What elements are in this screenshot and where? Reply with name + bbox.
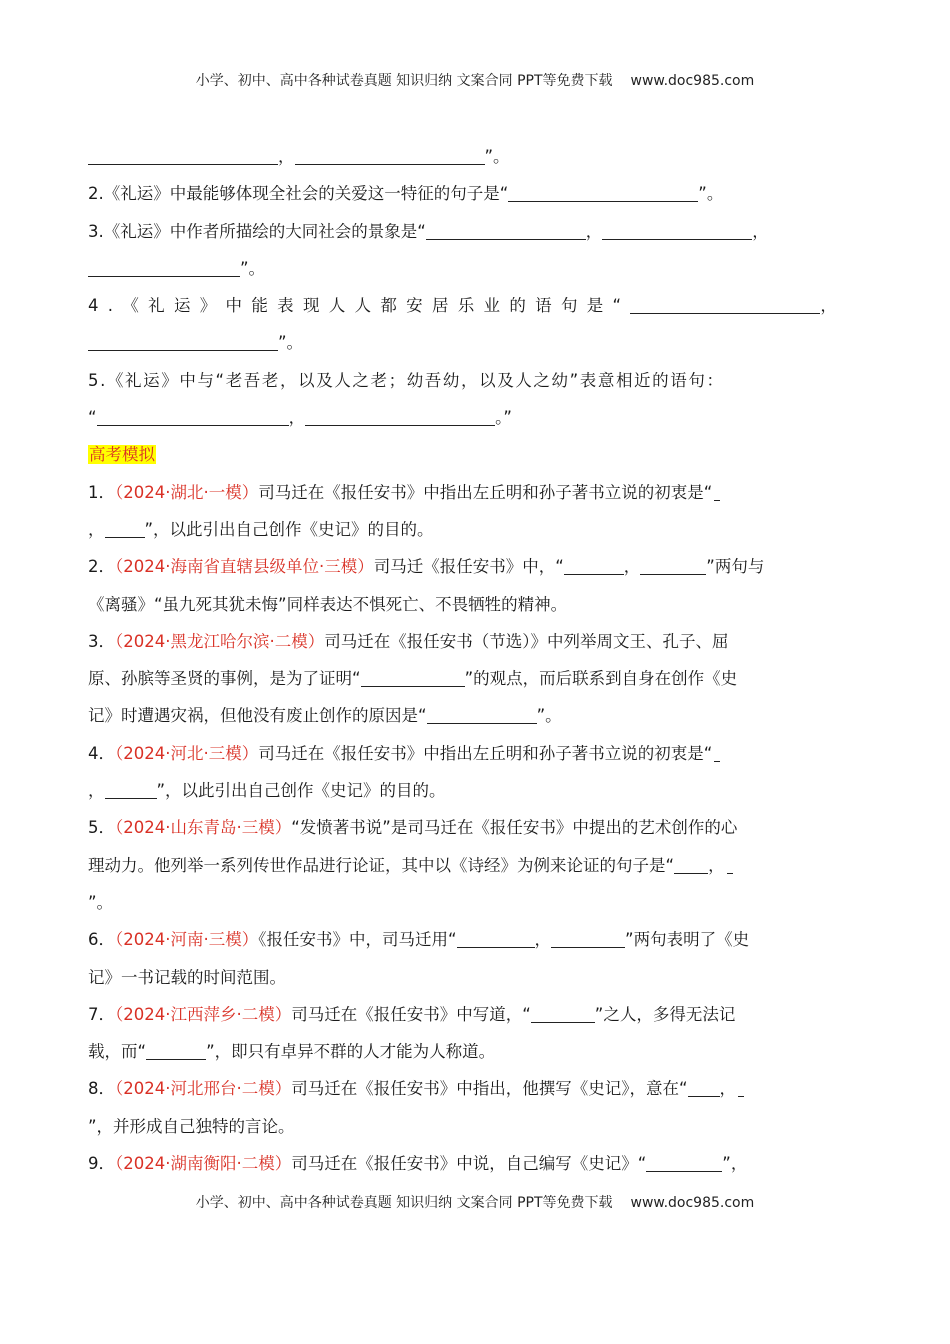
- item-4: 4．（2024·河北·三模）司马迁在《报任安书》中指出左丘明和孙子著书立说的初衷是“: [88, 735, 866, 772]
- item-1-line2: ， ”，以此引出自己创作《史记》的目的。: [88, 519, 434, 539]
- answer-blank[interactable]: [551, 929, 625, 948]
- answer-blank[interactable]: [714, 482, 720, 501]
- header-site: www.doc985.com: [630, 73, 755, 89]
- item-5: 5．（2024·山东青岛·三模）“发愤著书说”是司马迁在《报任安书》中提出的艺术创作的心: [88, 818, 738, 838]
- answer-blank[interactable]: [640, 556, 706, 575]
- item-7: 7．（2024·江西萍乡·二模）司马迁在《报任安书》中写道，“ ”之人，多得无法记: [88, 1004, 736, 1024]
- item-3-line2: 原、孙膑等圣贤的事例，是为了证明“ ”的观点，而后联系到自身在创作《史: [88, 669, 738, 689]
- footer-site: www.doc985.com: [630, 1195, 755, 1211]
- item-1: 1．（2024·湖北·一模）司马迁在《报任安书》中指出左丘明和孙子著书立说的初衷是“: [88, 474, 866, 511]
- question-5: 5.《礼运》中与“老吾老，以及人之老；幼吾幼，以及人之幼”表意相近的语句：: [88, 370, 725, 390]
- item-source: （2024·河南·三模）: [115, 930, 259, 950]
- item-9: 9．（2024·湖南衡阳·二模）司马迁在《报任安书》中说，自己编写《史记》“ ”，: [88, 1154, 748, 1174]
- answer-blank[interactable]: [105, 780, 157, 799]
- answer-blank[interactable]: [738, 1078, 744, 1097]
- answer-blank[interactable]: [646, 1153, 722, 1172]
- item-2-line2: 《离骚》“虽九死其犹未悔”同样表达不惧死亡、不畏牺牲的精神。: [88, 594, 568, 614]
- exercise-content: [88, 138, 866, 1182]
- answer-blank[interactable]: [305, 407, 495, 426]
- answer-blank[interactable]: [714, 743, 720, 762]
- item-6: 6．（2024·河南·三模）《报任安书》中，司马迁用“ ， ”两句表明了《史: [88, 930, 750, 950]
- item-source: （2024·湖南衡阳·二模）: [115, 1154, 292, 1174]
- question-4: 4.《礼运》中能表现人人都安居乐业的语句是“ ，: [88, 296, 847, 316]
- q1-continuation: ， ”。: [88, 138, 866, 175]
- item-3: 3．（2024·黑龙江哈尔滨·二模）司马迁在《报任安书（节选）》中列举周文王、孔子、屈: [88, 631, 729, 651]
- answer-blank[interactable]: [105, 519, 145, 538]
- answer-blank[interactable]: [674, 855, 708, 874]
- item-source: （2024·黑龙江哈尔滨·二模）: [115, 631, 325, 651]
- answer-blank[interactable]: [427, 705, 537, 724]
- answer-blank[interactable]: [564, 556, 624, 575]
- item-4-line2: ， ”，以此引出自己创作《史记》的目的。: [88, 781, 446, 801]
- question-5-line2: “ ， 。”: [88, 408, 512, 428]
- answer-blank[interactable]: [727, 855, 733, 874]
- header-text: 小学、初中、高中各种试卷真题 知识归纳 文案合同 PPT等免费下载: [195, 73, 613, 89]
- item-8-line2: ”，并形成自己独特的言论。: [88, 1116, 295, 1136]
- answer-blank[interactable]: [531, 1004, 595, 1023]
- page-footer: [0, 1192, 950, 1212]
- question-2: 2.《礼运》中最能够体现全社会的关爱这一特征的句子是“ ”。: [88, 184, 724, 204]
- answer-blank[interactable]: [426, 221, 586, 240]
- item-6-line2: 记》一书记载的时间范围。: [88, 967, 286, 987]
- answer-blank[interactable]: [97, 407, 289, 426]
- answer-blank[interactable]: [688, 1078, 720, 1097]
- page-header: [0, 70, 950, 90]
- item-7-line2: 载，而“ ”，即只有卓异不群的人才能为人称道。: [88, 1042, 496, 1062]
- item-source: （2024·河北邢台·二模）: [115, 1079, 292, 1099]
- answer-blank[interactable]: [457, 929, 535, 948]
- answer-blank[interactable]: [88, 258, 240, 277]
- answer-blank[interactable]: [361, 668, 465, 687]
- answer-blank[interactable]: [88, 332, 278, 351]
- answer-blank[interactable]: [508, 183, 698, 202]
- item-source: （2024·江西萍乡·二模）: [115, 1004, 292, 1024]
- item-3-line3: 记》时遭遇灾祸，但他没有废止创作的原因是“ ”。: [88, 706, 562, 726]
- item-5-line3: ”。: [88, 892, 114, 912]
- item-source: （2024·山东青岛·三模）: [115, 818, 292, 838]
- item-8: 8．（2024·河北邢台·二模）司马迁在《报任安书》中指出，他撰写《史记》，意在“ ，: [88, 1070, 866, 1107]
- footer-text: 小学、初中、高中各种试卷真题 知识归纳 文案合同 PPT等免费下载: [195, 1195, 613, 1211]
- item-source: （2024·湖北·一模）: [115, 482, 259, 502]
- question-3: 3.《礼运》中作者所描绘的大同社会的景象是“ ， ，: [88, 221, 769, 241]
- answer-blank[interactable]: [602, 221, 752, 240]
- question-3-line2: ”。: [88, 250, 866, 287]
- answer-blank[interactable]: [295, 146, 485, 165]
- answer-blank[interactable]: [88, 146, 278, 165]
- item-2: 2．（2024·海南省直辖县级单位·三模）司马迁《报任安书》中，“ ， ”两句与: [88, 557, 765, 577]
- section-title: 高考模拟: [89, 445, 155, 465]
- answer-blank[interactable]: [630, 295, 820, 314]
- item-source: （2024·海南省直辖县级单位·三模）: [115, 557, 374, 577]
- answer-blank[interactable]: [146, 1041, 206, 1060]
- item-source: （2024·河北·三模）: [115, 743, 259, 763]
- question-4-line2: ”。: [88, 324, 866, 361]
- item-5-line2: 理动力。他列举一系列传世作品进行论证，其中以《诗经》为例来论证的句子是“ ，: [88, 847, 866, 884]
